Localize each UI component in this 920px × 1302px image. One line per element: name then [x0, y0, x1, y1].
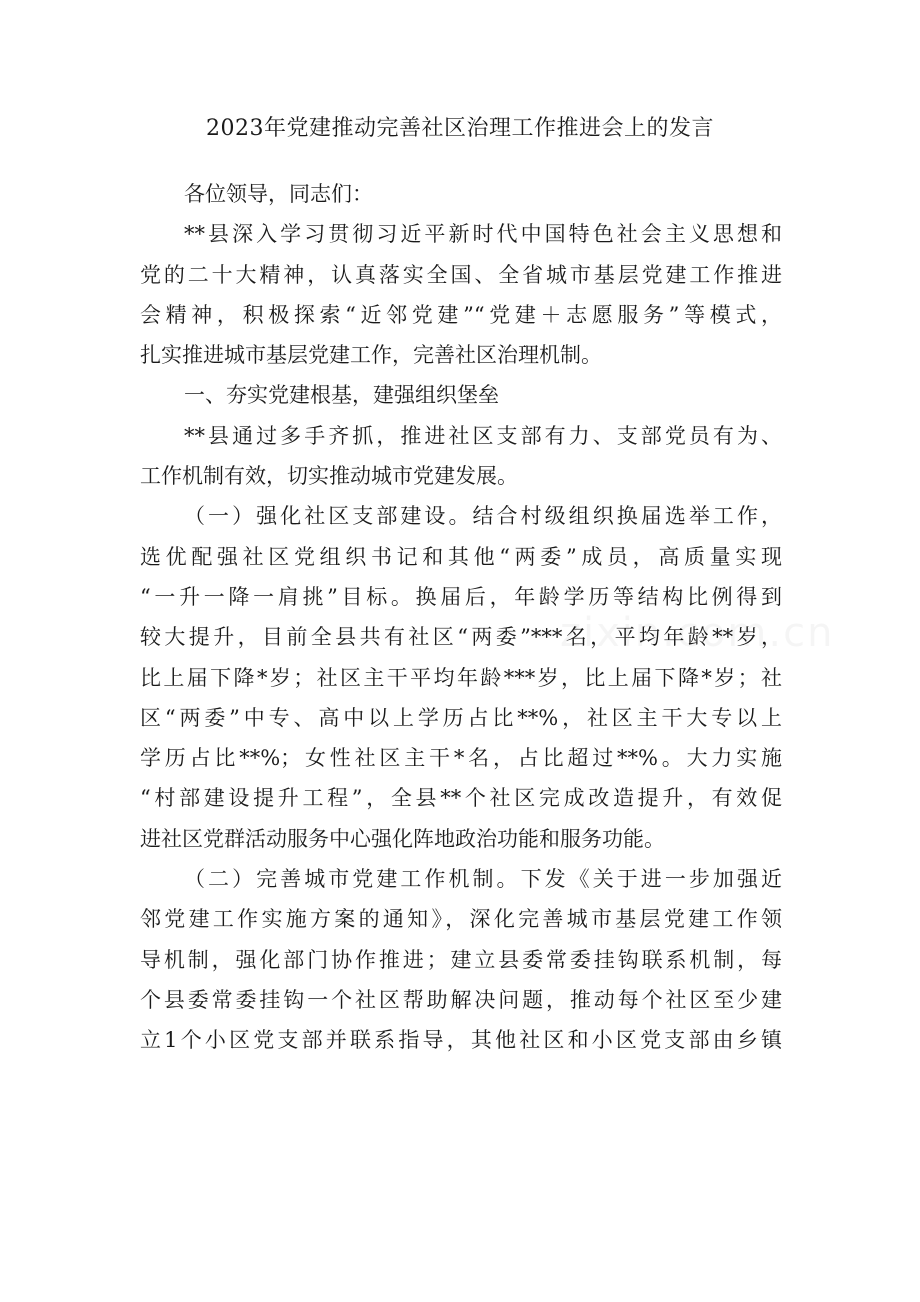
paragraph-line: （一）强化社区支部建设。结合村级组织换届选举工作， — [184, 504, 782, 529]
paragraph-line: （二）完善城市党建工作机制。下发《关于进一步加强近 — [184, 867, 782, 892]
paragraph-line: 选优配强社区党组织书记和其他“两委”成员，高质量实现 — [140, 544, 782, 569]
paragraph-line: 工作机制有效，切实推动城市党建发展。 — [140, 464, 518, 489]
paragraph-line: 较大提升，目前全县共有社区“两委”***名，平均年龄**岁， — [140, 625, 782, 650]
paragraph-line: 扎实推进城市基层党建工作，完善社区治理机制。 — [140, 343, 602, 368]
section-heading: 一、夯实党建根基，建强组织堡垒 — [184, 383, 499, 408]
paragraph-line: “村部建设提升工程”，全县**个社区完成改造提升，有效促 — [140, 786, 782, 811]
document-title: 2023年党建推动完善社区治理工作推进会上的发言 — [206, 116, 714, 141]
paragraph-line: 学历占比**%；女性社区主干*名，占比超过**%。大力实施 — [140, 746, 782, 771]
paragraph-line: 个县委常委挂钩一个社区帮助解决问题，推动每个社区至少建 — [140, 987, 782, 1012]
paragraph-line: **县深入学习贯彻习近平新时代中国特色社会主义思想和 — [184, 222, 782, 247]
paragraph-line: 邻党建工作实施方案的通知》，深化完善城市基层党建工作领 — [140, 907, 782, 932]
paragraph-line: 区“两委”中专、高中以上学历占比**%，社区主干大专以上 — [140, 705, 782, 730]
paragraph-line: 导机制，强化部门协作推进；建立县委常委挂钩联系机制，每 — [140, 947, 782, 972]
paragraph-line: **县通过多手齐抓，推进社区支部有力、支部党员有为、 — [184, 423, 782, 448]
paragraph-line: “一升一降一肩挑”目标。换届后，年龄学历等结构比例得到 — [140, 584, 782, 609]
paragraph-line: 立1个小区党支部并联系指导，其他社区和小区党支部由乡镇 — [140, 1028, 782, 1053]
paragraph-line: 进社区党群活动服务中心强化阵地政治功能和服务功能。 — [140, 826, 665, 851]
paragraph-line: 比上届下降*岁；社区主干平均年龄***岁，比上届下降*岁；社 — [140, 665, 782, 690]
salutation-line: 各位领导，同志们： — [184, 182, 373, 206]
document-body — [140, 174, 782, 1061]
paragraph-line: 会精神，积极探索“近邻党建”“党建＋志愿服务”等模式， — [140, 302, 782, 327]
paragraph-line: 党的二十大精神，认真落实全国、全省城市基层党建工作推进 — [140, 262, 782, 287]
